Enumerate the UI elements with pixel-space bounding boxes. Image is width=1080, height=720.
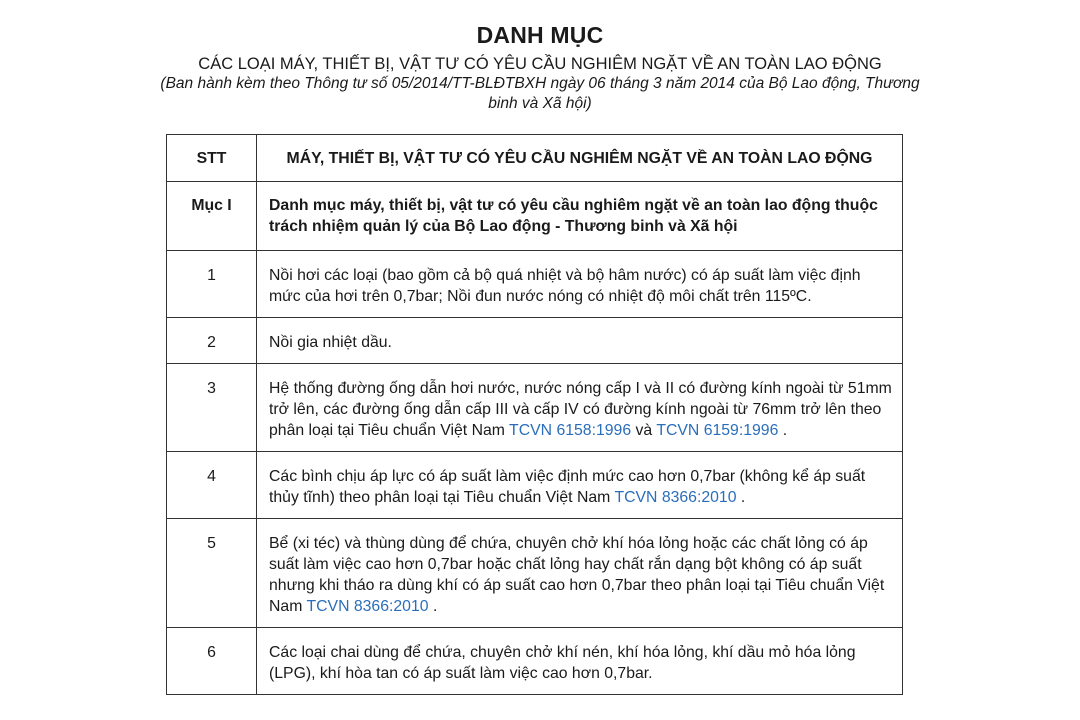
row-text-content: Bể (xi téc) và thùng dùng để chứa, chuyên chở khí hóa lỏng hoặc các chất lỏng có áp suất làm việc cao hơn 0,7bar hoặc chất lỏng hay chất rắn dạng bột không có áp suất nhưng khi tháo ra dùng khí có áp suất cao hơn 0,7bar theo phân loại tại Tiêu chuẩn Việt Nam bbox=[269, 535, 885, 615]
row-text bbox=[257, 628, 903, 695]
table-row bbox=[167, 364, 903, 452]
row-text-end: . bbox=[740, 489, 746, 506]
header-item: MÁY, THIẾT BỊ, VẬT TƯ CÓ YÊU CẦU NGHIÊM NGẶT VỀ AN TOÀN LAO ĐỘNG bbox=[257, 135, 903, 182]
row-text bbox=[257, 519, 903, 628]
row-text-content: Các bình chịu áp lực có áp suất làm việc định mức cao hơn 0,7bar (không kể áp suất thủy tĩnh) theo phân loại tại Tiêu chuẩn Việt Nam bbox=[269, 468, 866, 506]
header-stt: STT bbox=[167, 135, 257, 182]
row-text bbox=[257, 452, 903, 519]
row-text-content: Nồi gia nhiệt dầu. bbox=[269, 334, 392, 351]
table-row bbox=[167, 452, 903, 519]
row-stt: 1 bbox=[167, 251, 257, 318]
row-stt: 4 bbox=[167, 452, 257, 519]
equipment-table bbox=[166, 134, 903, 695]
row-text bbox=[257, 318, 903, 364]
document-subtitle: CÁC LOẠI MÁY, THIẾT BỊ, VẬT TƯ CÓ YÊU CẦU NGHIÊM NGẶT VỀ AN TOÀN LAO ĐỘNG bbox=[198, 55, 882, 73]
row-text-content: Nồi hơi các loại (bao gồm cả bộ quá nhiệt và bộ hâm nước) có áp suất làm việc định mức của hơi trên 0,7bar; Nồi đun nước nóng có nhiệt độ môi chất trên 115ºC. bbox=[269, 267, 861, 305]
row-text-end: . bbox=[782, 422, 788, 439]
table-header-row bbox=[167, 135, 903, 182]
row-stt: 2 bbox=[167, 318, 257, 364]
table-row bbox=[167, 628, 903, 695]
standard-link[interactable]: TCVN 8366:2010 bbox=[306, 598, 429, 615]
table-row bbox=[167, 251, 903, 318]
section-text: Danh mục máy, thiết bị, vật tư có yêu cầu nghiêm ngặt về an toàn lao động thuộc trách nhiệm quản lý của Bộ Lao động - Thương binh và Xã hội bbox=[257, 182, 903, 251]
row-text bbox=[257, 251, 903, 318]
row-stt: 3 bbox=[167, 364, 257, 452]
table-row bbox=[167, 519, 903, 628]
standard-link[interactable]: TCVN 8366:2010 bbox=[614, 489, 737, 506]
standard-link[interactable]: TCVN 6159:1996 bbox=[656, 422, 779, 439]
row-stt: 5 bbox=[167, 519, 257, 628]
document-header bbox=[0, 18, 1080, 114]
row-text-joiner: và bbox=[635, 422, 653, 439]
row-stt: 6 bbox=[167, 628, 257, 695]
row-text-end: . bbox=[432, 598, 438, 615]
row-text-content: Các loại chai dùng để chứa, chuyên chở khí nén, khí hóa lỏng, khí dầu mỏ hóa lỏng (LPG), khí hòa tan có áp suất làm việc cao hơn 0,7bar. bbox=[269, 644, 856, 682]
document-note: (Ban hành kèm theo Thông tư số 05/2014/TT-BLĐTBXH ngày 06 tháng 3 năm 2014 của Bộ Lao động, Thương binh và Xã hội) bbox=[160, 75, 920, 112]
standard-link[interactable]: TCVN 6158:1996 bbox=[509, 422, 632, 439]
table-row bbox=[167, 318, 903, 364]
row-text-content: Hệ thống đường ống dẫn hơi nước, nước nóng cấp I và II có đường kính ngoài từ 51mm trở lên, các đường ống dẫn cấp III và cấp IV có đường kính ngoài từ 76mm trở lên theo phân loại tại Tiêu chuẩn Việt Nam bbox=[269, 380, 892, 439]
section-stt: Mục I bbox=[167, 182, 257, 251]
section-row bbox=[167, 182, 903, 251]
document-title: DANH MỤC bbox=[476, 22, 604, 48]
row-text bbox=[257, 364, 903, 452]
